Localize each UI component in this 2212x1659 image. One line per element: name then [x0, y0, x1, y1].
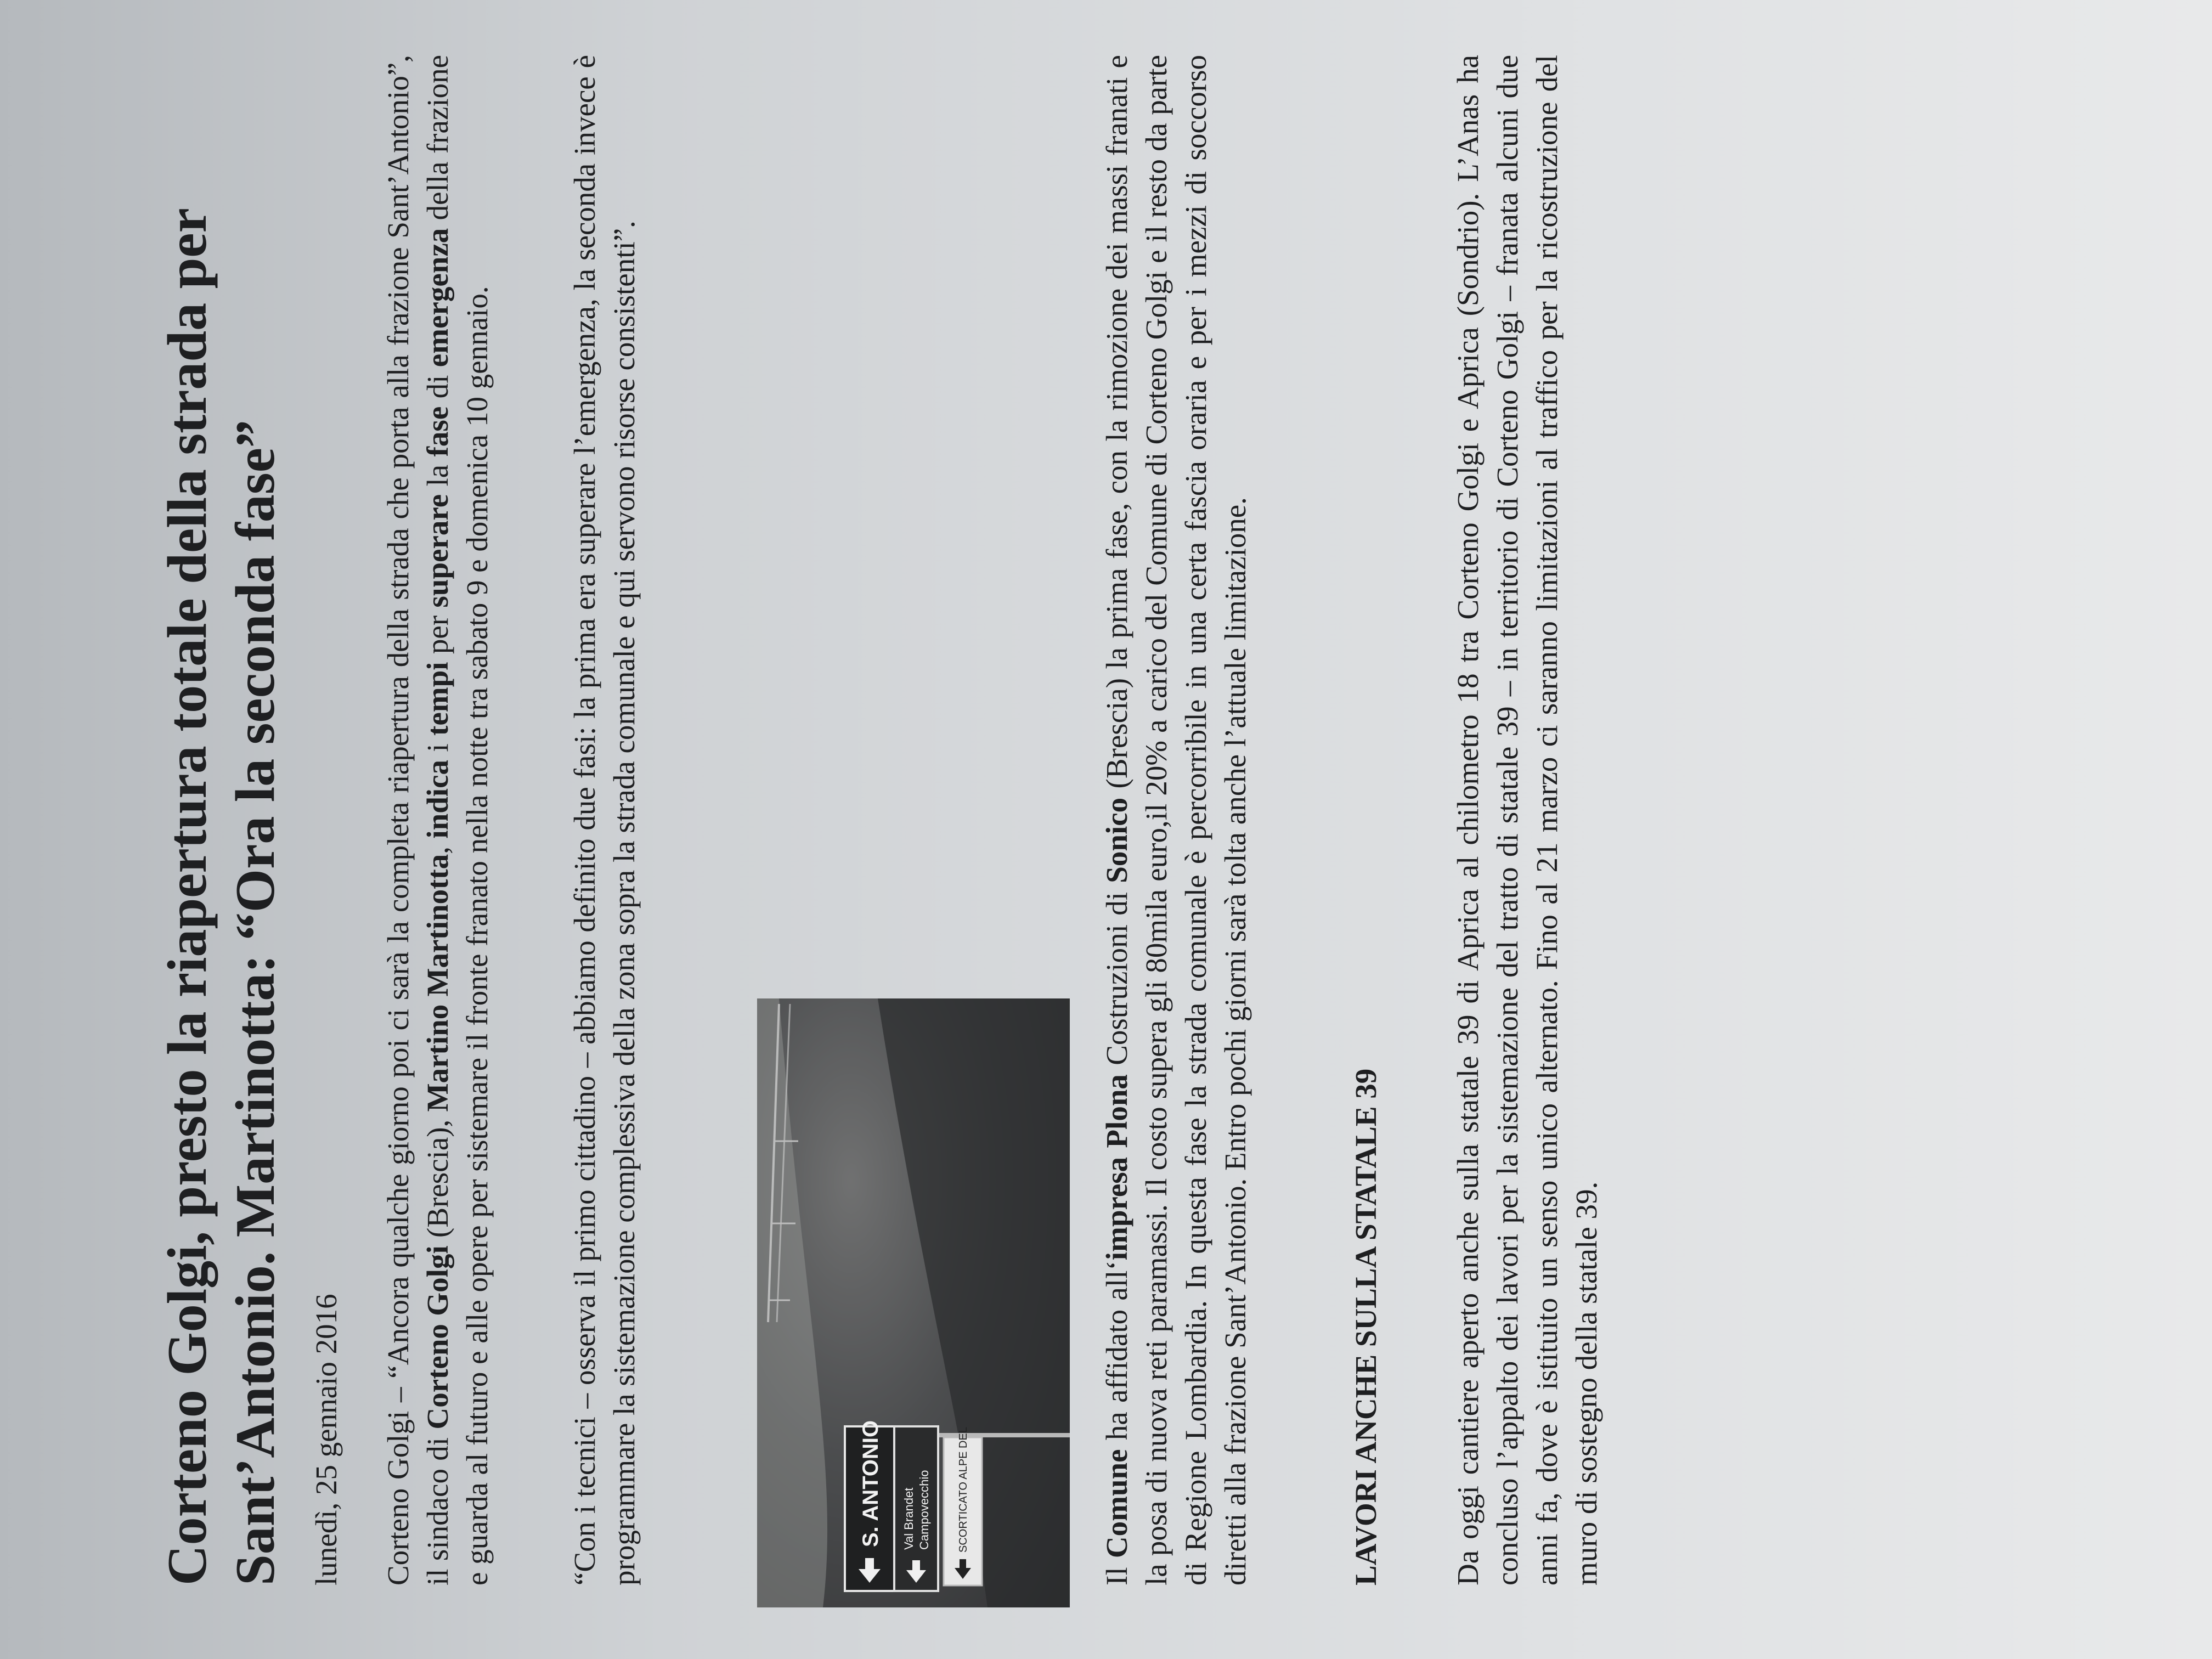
article-headline: Corteno Golgi, presto la riapertura totale della strada per Sant’Antonio. Martinotta: “Ora la seconda fase”	[156, 208, 286, 1585]
sign-line-2: Val Brandet	[902, 1487, 916, 1550]
sign-main-text: S. ANTONIO	[859, 1420, 883, 1547]
paragraph-3: Il Comune ha affidato all‘impresa Plona Costruzioni di Sonico (Brescia) la prima fase, con la rimozione dei massi franati e la posa di nuova reti paramassi. Il costo supera gli 80mila euro,il 20% a carico del Comune di Corteno Golgi e il resto da parte di Regione Lombardia. In questa fase la strada comunale è percorribile in una certa fascia oraria e per i mezzi di soccorso diretti alla frazione Sant’Antonio. Entro pochi giorni sarà tolta anche l’attuale limitazione.	[1100, 55, 1252, 1585]
road-sign-photo	[757, 998, 1070, 1607]
article-page	[121, 16, 1629, 1635]
sign-line-3: Campovecchio	[917, 1470, 931, 1550]
paragraph-1: Corteno Golgi – “Ancora qualche giorno poi ci sarà la completa riapertura della strada che porta alla frazione Sant’Antonio”, il sindaco di Corteno Golgi (Brescia), Martino Martinotta, indica i tempi per superare la fase di emergenza della frazione e guarda al futuro e alle opere per sistemare il fronte franato nella notte tra sabato 9 e domenica 10 gennaio.	[381, 54, 494, 1585]
section-subheading: LAVORI ANCHE SULLA STATALE 39	[1349, 1068, 1383, 1585]
road-sign-illustration	[757, 998, 1070, 1607]
article-date: lunedì, 25 gennaio 2016	[309, 1294, 343, 1585]
paragraph-2-quote: “Con i tecnici – osserva il primo cittadino – abbiamo definito due fasi: la prima era superare l’emergenza, la seconda invece è programmare la sistemazione complessiva della zona sopra la strada comunale e qui servono risorse consistenti”.	[568, 55, 641, 1585]
sign-lower-text: SCORTICATO ALPE DEL	[957, 1427, 969, 1553]
paragraph-4: Da oggi cantiere aperto anche sulla statale 39 di Aprica al chilometro 18 tra Corteno Golgi e Aprica (Sondrio). L’Anas ha concluso l’appalto dei lavori per la sistemazione del tratto di statale 39 – in territorio di Corteno Golgi – franata alcuni due anni fa, dove è istituito un senso unico alternato. Fino al 21 marzo ci saranno limitazioni al traffico per la ricostruzione del muro di sostegno della statale 39.	[1451, 55, 1603, 1585]
